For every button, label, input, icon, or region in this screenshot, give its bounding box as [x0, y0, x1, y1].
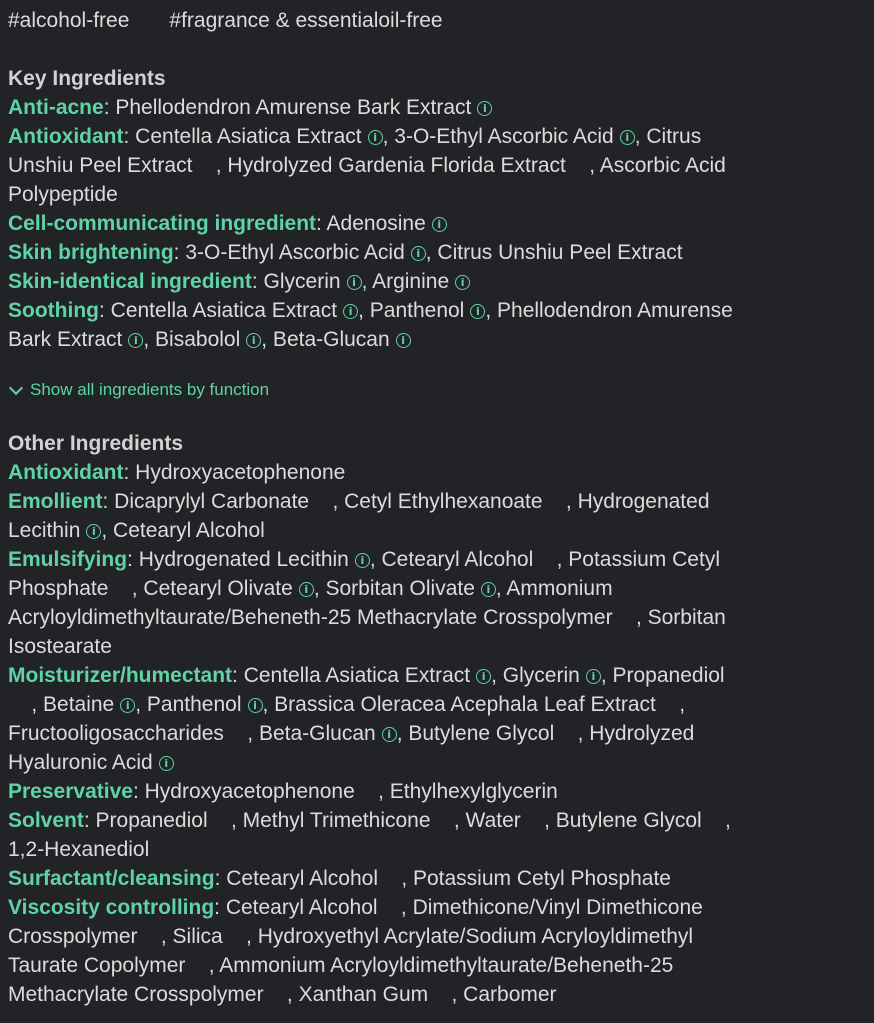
ingredient-text: , Panthenol — [135, 693, 242, 716]
ingredient-text: : Cetearyl Alcohol , Potassium Cetyl Phosphate — [214, 867, 671, 890]
ingredient-line — [8, 296, 866, 325]
ingredient-text: : 3-O-Ethyl Ascorbic Acid — [173, 241, 405, 264]
function-label: Skin-identical ingredient — [8, 270, 252, 293]
function-label: Moisturizer/humectant — [8, 664, 233, 687]
ingredient-text: , Beta-Glucan — [261, 328, 390, 351]
show-all-ingredients-button[interactable] — [8, 379, 269, 401]
ingredient-text: Taurate Copolymer , Ammonium Acryloyldimethyltaurate/Beheneth-25 — [8, 954, 674, 977]
ingredient-line — [8, 122, 866, 151]
ingredient-line — [8, 980, 866, 1009]
ingredient-text: : Glycerin — [251, 270, 341, 293]
info-icon[interactable]: i — [343, 304, 358, 319]
ingredient-line — [8, 806, 866, 835]
ingredient-text: 1,2-Hexanediol — [8, 838, 150, 861]
function-label: Preservative — [8, 780, 133, 803]
ingredient-text: : Cetearyl Alcohol , Dimethicone/Vinyl Dimethicone — [214, 896, 703, 919]
ingredient-text: : Propanediol , Methyl Trimethicone , Water , Butylene Glycol , — [83, 809, 731, 832]
ingredient-line — [8, 719, 866, 748]
ingredient-line — [8, 238, 866, 267]
info-icon[interactable]: i — [477, 101, 492, 116]
ingredient-line — [8, 922, 866, 951]
show-all-label: Show all ingredients by function — [30, 380, 270, 399]
key-ingredients-list — [8, 93, 866, 354]
ingredient-text: , Phellodendron Amurense — [485, 299, 733, 322]
function-label: Emulsifying — [8, 548, 128, 571]
ingredient-text: , Citrus Unshiu Peel Extract — [425, 241, 683, 264]
info-icon[interactable]: i — [396, 333, 411, 348]
function-label: Skin brightening — [8, 241, 174, 264]
chevron-down-icon — [9, 380, 23, 394]
ingredient-line — [8, 267, 866, 296]
ingredient-line — [8, 545, 866, 574]
ingredient-line — [8, 951, 866, 980]
ingredient-line — [8, 893, 866, 922]
ingredient-text: , Cetearyl Alcohol — [101, 519, 265, 542]
info-icon[interactable]: i — [620, 130, 635, 145]
ingredient-text: Acryloyldimethyltaurate/Beheneth-25 Methacrylate Crosspolymer , Sorbitan — [8, 606, 726, 629]
function-label: Antioxidant — [8, 461, 124, 484]
ingredient-text: , 3-O-Ethyl Ascorbic Acid — [382, 125, 614, 148]
function-label: Cell-communicating ingredient — [8, 212, 317, 235]
ingredient-text: Methacrylate Crosspolymer , Xanthan Gum , Carbomer — [8, 983, 557, 1006]
other-ingredients-title: Other Ingredients — [8, 432, 184, 455]
ingredient-text: , Propanediol — [600, 664, 725, 687]
ingredient-line — [8, 325, 866, 354]
function-label: Anti-acne — [8, 96, 104, 119]
ingredient-line — [8, 777, 866, 806]
ingredient-text: Fructooligosaccharides , Beta-Glucan — [8, 722, 376, 745]
ingredient-text: : Hydrogenated Lecithin — [127, 548, 349, 571]
ingredient-line — [8, 690, 866, 719]
ingredient-line — [8, 487, 866, 516]
ingredient-text: : Centella Asiatica Extract — [232, 664, 471, 687]
info-icon[interactable]: i — [481, 582, 496, 597]
info-icon[interactable]: i — [128, 333, 143, 348]
info-icon[interactable]: i — [86, 524, 101, 539]
ingredient-text: Lecithin — [8, 519, 81, 542]
info-icon[interactable]: i — [382, 727, 397, 742]
info-icon[interactable]: i — [470, 304, 485, 319]
other-ingredients-list — [8, 458, 866, 1009]
function-label: Solvent — [8, 809, 84, 832]
info-icon[interactable]: i — [299, 582, 314, 597]
info-icon[interactable]: i — [411, 246, 426, 261]
info-icon[interactable]: i — [248, 698, 263, 713]
ingredient-text: Crosspolymer , Silica , Hydroxyethyl Acrylate/Sodium Acryloyldimethyl — [8, 925, 694, 948]
function-label: Soothing — [8, 299, 99, 322]
ingredient-text: Isostearate — [8, 635, 112, 658]
ingredient-text: Unshiu Peel Extract , Hydrolyzed Gardenia Florida Extract , Ascorbic Acid — [8, 154, 726, 177]
ingredient-line — [8, 458, 866, 487]
function-label: Emollient — [8, 490, 103, 513]
ingredient-line — [8, 180, 866, 209]
ingredient-text: , Cetearyl Alcohol , Potassium Cetyl — [369, 548, 720, 571]
ingredient-text: , Panthenol — [358, 299, 465, 322]
info-icon[interactable]: i — [368, 130, 383, 145]
ingredient-line — [8, 864, 866, 893]
tags-row — [8, 6, 866, 35]
ingredient-text: , Bisabolol — [143, 328, 241, 351]
ingredient-text: : Centella Asiatica Extract — [123, 125, 362, 148]
ingredient-text: , Butylene Glycol , Hydrolyzed — [396, 722, 695, 745]
ingredient-text: : Adenosine — [316, 212, 426, 235]
ingredient-line — [8, 151, 866, 180]
ingredient-text: : Hydroxyacetophenone , Ethylhexylglycerin — [132, 780, 558, 803]
info-icon[interactable]: i — [120, 698, 135, 713]
info-icon[interactable]: i — [355, 553, 370, 568]
ingredient-text: Polypeptide — [8, 183, 118, 206]
ingredient-text: , Citrus — [634, 125, 702, 148]
ingredient-line — [8, 93, 866, 122]
ingredient-text: , Ammonium — [495, 577, 613, 600]
ingredient-text: , Brassica Oleracea Acephala Leaf Extract , — [262, 693, 686, 716]
ingredient-text: : Centella Asiatica Extract — [98, 299, 338, 322]
info-icon[interactable]: i — [432, 217, 447, 232]
key-ingredients-title: Key Ingredients — [8, 67, 166, 90]
info-icon[interactable]: i — [455, 275, 470, 290]
tag-fragrance-free: #fragrance & essentialoil-free — [169, 9, 443, 32]
ingredient-line — [8, 632, 866, 661]
ingredient-line — [8, 603, 866, 632]
ingredient-text: Hyaluronic Acid — [8, 751, 153, 774]
ingredient-text: , Arginine — [361, 270, 450, 293]
ingredient-line — [8, 209, 866, 238]
ingredient-line — [8, 835, 866, 864]
show-all-row — [8, 379, 866, 401]
ingredient-line — [8, 516, 866, 545]
info-icon[interactable]: i — [347, 275, 362, 290]
function-label: Surfactant/cleansing — [8, 867, 215, 890]
info-icon[interactable]: i — [159, 756, 174, 771]
info-icon[interactable]: i — [586, 669, 601, 684]
info-icon[interactable]: i — [476, 669, 491, 684]
info-icon[interactable]: i — [246, 333, 261, 348]
ingredient-line — [8, 574, 866, 603]
ingredient-text: : Hydroxyacetophenone — [123, 461, 346, 484]
ingredient-text: Bark Extract — [8, 328, 123, 351]
ingredient-line — [8, 748, 866, 777]
ingredient-text: , Sorbitan Olivate — [313, 577, 475, 600]
tag-alcohol-free: #alcohol-free — [8, 9, 130, 32]
ingredient-text: , Betaine — [8, 693, 115, 716]
ingredient-text: , Glycerin — [491, 664, 580, 687]
ingredient-text: : Dicaprylyl Carbonate , Cetyl Ethylhexanoate , Hydrogenated — [102, 490, 710, 513]
ingredient-text: : Phellodendron Amurense Bark Extract — [103, 96, 472, 119]
function-label: Viscosity controlling — [8, 896, 215, 919]
ingredient-text: Phosphate , Cetearyl Olivate — [8, 577, 293, 600]
function-label: Antioxidant — [8, 125, 124, 148]
ingredient-line — [8, 661, 866, 690]
